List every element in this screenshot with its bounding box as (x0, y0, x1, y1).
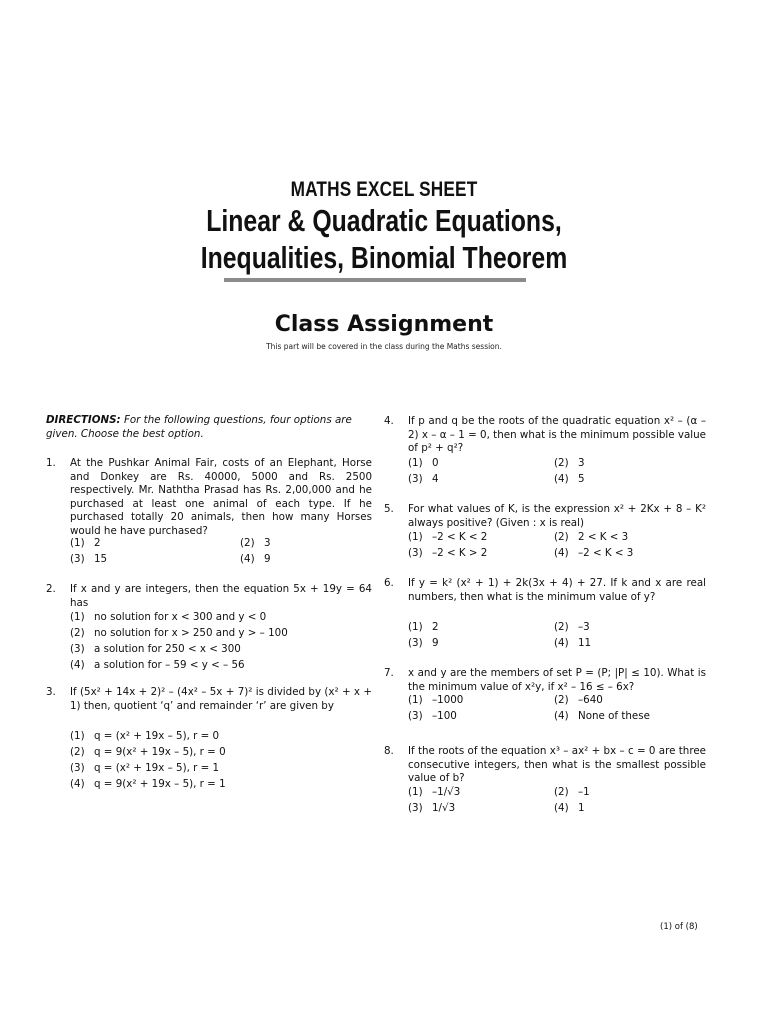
answer-option[interactable] (554, 457, 585, 471)
option-number: (4) (554, 637, 569, 649)
option-text: 0 (432, 457, 439, 469)
option-number: (4) (70, 778, 85, 790)
answer-option[interactable] (70, 730, 219, 744)
answer-option[interactable] (408, 802, 455, 816)
option-text: 15 (94, 553, 108, 565)
option-number: (4) (554, 802, 569, 814)
option-text: q = (x² + 19x – 5), r = 1 (94, 762, 220, 774)
answer-option[interactable] (70, 643, 241, 657)
question-text: If the roots of the equation x³ – ax² + bx – c = 0 are three consecutive integers, then what is the smallest possible value of b? (408, 745, 706, 784)
option-text: 11 (578, 637, 592, 649)
option-text: –1/√3 (432, 786, 461, 798)
option-text: q = 9(x² + 19x – 5), r = 1 (94, 778, 226, 790)
option-text: –1 (578, 786, 590, 798)
option-number: (1) (408, 457, 423, 469)
option-number: (2) (70, 746, 85, 758)
question-number: 3. (46, 686, 56, 698)
option-number: (4) (554, 473, 569, 485)
answer-option[interactable] (70, 611, 266, 625)
question-text: If (5x² + 14x + 2)² – (4x² – 5x + 7)² is divided by (x² + x + 1) then, quotient ‘q’ and remainder ‘r’ are given by (70, 686, 372, 712)
option-text: 2 < K < 3 (578, 531, 629, 543)
question-text: For what values of K, is the expression x² + 2Kx + 8 – K² always positive? (Given : x is real) (408, 503, 706, 529)
option-text: –3 (578, 621, 590, 633)
answer-option[interactable] (554, 547, 633, 561)
question-text: If x and y are integers, then the equation 5x + 19y = 64 has (70, 583, 372, 609)
answer-option[interactable] (554, 710, 650, 724)
option-number: (1) (408, 621, 423, 633)
answer-option[interactable] (408, 547, 487, 561)
question-number: 2. (46, 583, 56, 595)
option-text: –2 < K < 2 (432, 531, 488, 543)
option-number: (2) (554, 531, 569, 543)
option-text: –100 (432, 710, 457, 722)
sheet-title-line-1: Linear & Quadratic Equations, (206, 203, 562, 238)
option-text: no solution for x < 300 and y < 0 (94, 611, 267, 623)
sheet-title-line-2: Inequalities, Binomial Theorem (200, 240, 568, 275)
question-number: 8. (384, 745, 394, 757)
answer-option[interactable] (408, 531, 487, 545)
answer-option[interactable] (70, 778, 226, 792)
question-text: If p and q be the roots of the quadratic equation x² – (α – 2) x – α – 1 = 0, then what is the minimum possible value of p² + q²? (408, 415, 706, 454)
option-text: 3 (264, 537, 271, 549)
option-text: –2 < K > 2 (432, 547, 488, 559)
option-number: (1) (408, 531, 423, 543)
option-number: (2) (70, 627, 85, 639)
answer-option[interactable] (408, 621, 439, 635)
option-number: (3) (70, 643, 85, 655)
answer-option[interactable] (70, 762, 219, 776)
option-number: (2) (554, 694, 569, 706)
answer-option[interactable] (408, 786, 460, 800)
option-number: (1) (70, 537, 85, 549)
option-text: –2 < K < 3 (578, 547, 634, 559)
option-number: (3) (408, 547, 423, 559)
option-number: (4) (240, 553, 255, 565)
question-number: 1. (46, 457, 56, 469)
option-number: (4) (554, 710, 569, 722)
option-number: (2) (240, 537, 255, 549)
directions-text: For the following questions, four options are given. Choose the best option. (46, 414, 352, 440)
question-text: If y = k² (x² + 1) + 2k(3x + 4) + 27. If k and x are real numbers, then what is the minimum value of y? (408, 577, 706, 603)
answer-option[interactable] (408, 457, 439, 471)
answer-option[interactable] (70, 659, 245, 673)
option-number: (1) (408, 694, 423, 706)
option-text: 9 (264, 553, 271, 565)
question-number: 6. (384, 577, 394, 589)
option-text: q = (x² + 19x – 5), r = 0 (94, 730, 220, 742)
option-number: (3) (70, 553, 85, 565)
question-number: 5. (384, 503, 394, 515)
answer-option[interactable] (408, 710, 457, 724)
assignment-subtitle: This part will be covered in the class during the Maths session. (266, 342, 502, 351)
option-number: (1) (408, 786, 423, 798)
option-number: (4) (70, 659, 85, 671)
option-text: a solution for 250 < x < 300 (94, 643, 241, 655)
answer-option[interactable] (70, 746, 226, 760)
answer-option[interactable] (408, 473, 439, 487)
option-text: 9 (432, 637, 439, 649)
question-number: 4. (384, 415, 394, 427)
answer-option[interactable] (240, 553, 271, 567)
option-text: –1000 (432, 694, 464, 706)
option-text: a solution for – 59 < y < – 56 (94, 659, 245, 671)
answer-option[interactable] (554, 621, 590, 635)
option-text: q = 9(x² + 19x – 5), r = 0 (94, 746, 226, 758)
option-number: (4) (554, 547, 569, 559)
question-text: x and y are the members of set P = (P; |P| ≤ 10). What is the minimum value of x²y, if x² – 16 ≤ – 6x? (408, 667, 706, 693)
option-number: (3) (408, 710, 423, 722)
option-text: 5 (578, 473, 585, 485)
answer-option[interactable] (240, 537, 271, 551)
answer-option[interactable] (70, 537, 101, 551)
page-number: (1) of (8) (660, 922, 698, 932)
title-underline-divider (224, 278, 526, 282)
option-text: 2 (432, 621, 439, 633)
assignment-title: Class Assignment (274, 312, 494, 337)
sheet-subject: MATHS EXCEL SHEET (290, 178, 478, 201)
option-number: (3) (408, 802, 423, 814)
option-number: (1) (70, 730, 85, 742)
answer-option[interactable] (554, 694, 603, 708)
option-text: 2 (94, 537, 101, 549)
option-text: 3 (578, 457, 585, 469)
directions-label: DIRECTIONS: (46, 414, 121, 426)
option-text: None of these (578, 710, 650, 722)
question-number: 7. (384, 667, 394, 679)
option-text: 4 (432, 473, 439, 485)
question-text: At the Pushkar Animal Fair, costs of an Elephant, Horse and Donkey are Rs. 40000, 5000 and Rs. 2500 respectively. Mr. Naththa Prasad has Rs. 2,00,000 and he purchased at least one animal of each type. If he purchased totally 20 animals, then how many Horses would he have purchased? (70, 457, 372, 537)
answer-option[interactable] (554, 637, 591, 651)
answer-option[interactable] (408, 694, 463, 708)
option-number: (1) (70, 611, 85, 623)
answer-option[interactable] (554, 786, 590, 800)
option-text: 1/√3 (432, 802, 456, 814)
answer-option[interactable] (70, 553, 107, 567)
answer-option[interactable] (554, 473, 585, 487)
option-number: (3) (408, 637, 423, 649)
answer-option[interactable] (554, 531, 628, 545)
option-number: (2) (554, 621, 569, 633)
option-number: (2) (554, 457, 569, 469)
answer-option[interactable] (408, 637, 439, 651)
answer-option[interactable] (554, 802, 585, 816)
option-text: –640 (578, 694, 603, 706)
option-text: 1 (578, 802, 585, 814)
option-text: no solution for x > 250 and y > – 100 (94, 627, 288, 639)
option-number: (3) (70, 762, 85, 774)
directions (46, 414, 372, 441)
option-number: (3) (408, 473, 423, 485)
answer-option[interactable] (70, 627, 288, 641)
option-number: (2) (554, 786, 569, 798)
